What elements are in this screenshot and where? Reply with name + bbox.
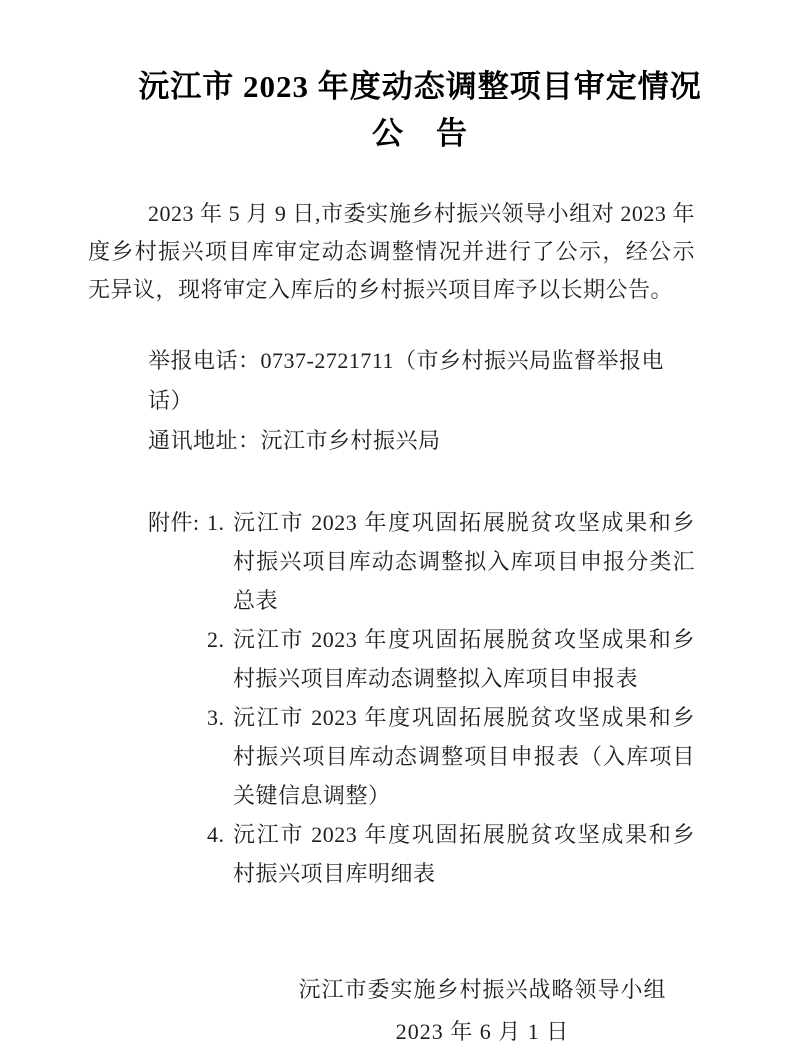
signature-block <box>270 969 695 1053</box>
attachment-1-title: 沅江市 2023 年度巩固拓展脱贫攻坚成果和乡村振兴项目库动态调整拟入库项目申报分类汇总表 <box>233 510 695 613</box>
attachments-label: 附件: <box>148 510 200 535</box>
announcement-paragraph: 2023 年 5 月 9 日,市委实施乡村振兴领导小组对 2023 年度乡村振兴项目库审定动态调整情况并进行了公示，经公示无异议，现将审定入库后的乡村振兴项目库予以长期公告。 <box>88 201 695 302</box>
address-line <box>148 421 695 461</box>
attachments-block <box>88 503 695 893</box>
document-subtitle: 公 告 <box>372 116 468 151</box>
attachment-item-3 <box>207 698 695 815</box>
document-body <box>0 195 800 1053</box>
attachment-2-number: 2. <box>207 627 225 652</box>
attachment-4-title: 沅江市 2023 年度巩固拓展脱贫攻坚成果和乡村振兴项目库明细表 <box>233 822 695 886</box>
attachment-3-title: 沅江市 2023 年度巩固拓展脱贫攻坚成果和乡村振兴项目库动态调整项目申报表（入库项目关键信息调整） <box>233 705 695 808</box>
address-value: 沅江市乡村振兴局 <box>260 428 441 453</box>
document-title-block <box>0 0 800 155</box>
attachment-item-4 <box>207 815 695 893</box>
address-label: 通讯地址： <box>148 428 261 453</box>
signature-org: 沅江市委实施乡村振兴战略领导小组 <box>298 977 667 1002</box>
report-phone-value: 0737-2721711（市乡村振兴局监督举报电话） <box>148 348 665 413</box>
contact-block <box>88 341 695 461</box>
document-title: 沅江市 2023 年度动态调整项目审定情况 <box>138 69 702 104</box>
attachment-4-number: 4. <box>207 822 225 847</box>
attachment-item-1 <box>207 503 695 620</box>
attachment-item-2 <box>207 620 695 698</box>
attachment-1-number: 1. <box>207 510 225 535</box>
report-phone-label: 举报电话： <box>148 348 261 373</box>
signature-date: 2023 年 6 月 1 日 <box>395 1019 570 1044</box>
attachment-3-number: 3. <box>207 705 225 730</box>
report-phone-line <box>148 341 695 421</box>
attachment-2-title: 沅江市 2023 年度巩固拓展脱贫攻坚成果和乡村振兴项目库动态调整拟入库项目申报表 <box>233 627 695 691</box>
attachments-list <box>207 503 695 893</box>
